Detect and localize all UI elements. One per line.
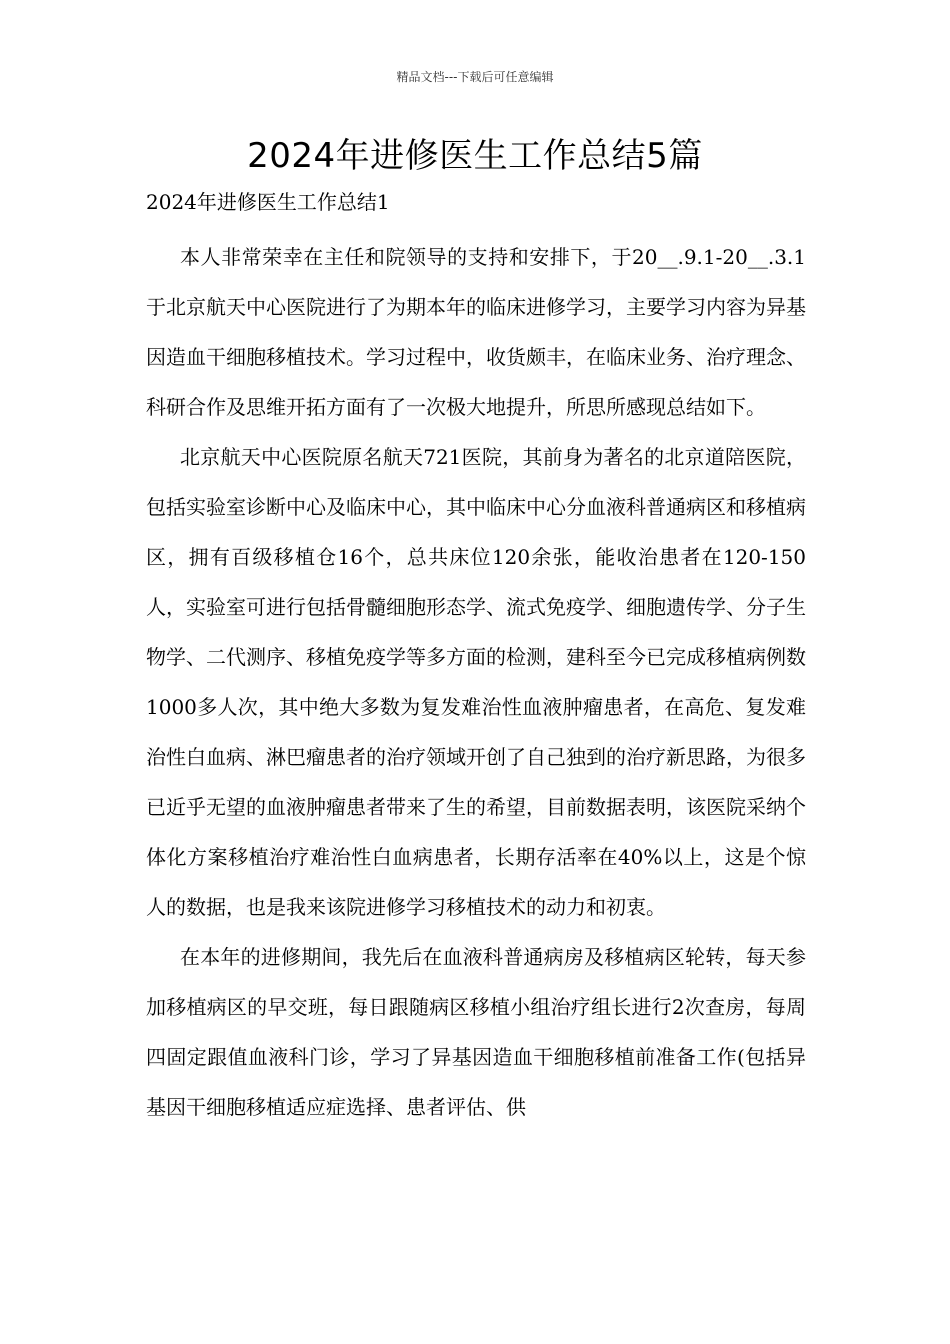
document-subtitle: 2024年进修医生工作总结1	[146, 190, 390, 214]
page-header: 精品文档---下载后可任意编辑	[396, 70, 554, 84]
paragraph-1: 本人非常荣幸在主任和院领导的支持和安排下，于20__.9.1-20__.3.1于北京航天中心医院进行了为期本年的临床进修学习，主要学习内容为异基因造血干细胞移植技术。学习过程中，收货颇丰，在临床业务、治疗理念、科研合作及思维开拓方面有了一次极大地提升，所思所感现总结如下。	[146, 245, 806, 419]
paragraph-2: 北京航天中心医院原名航天721医院，其前身为著名的北京道陪医院，包括实验室诊断中心及临床中心，其中临床中心分血液科普通病区和移植病区，拥有百级移植仓16个，总共床位120余张，能收治患者在120-150人，实验室可进行包括骨髓细胞形态学、流式免疫学、细胞遗传学、分子生物学、二代测序、移植免疫学等多方面的检测，建科至今已完成移植病例数1000多人次，其中绝大多数为复发难治性血液肿瘤患者，在高危、复发难治性白血病、淋巴瘤患者的治疗领域开创了自己独到的治疗新思路，为很多已近乎无望的血液肿瘤患者带来了生的希望，目前数据表明，该医院采纳个体化方案移植治疗难治性白血病患者，长期存活率在40%以上，这是个惊人的数据，也是我来该院进修学习移植技术的动力和初衷。	[146, 445, 806, 919]
paragraph-3: 在本年的进修期间，我先后在血液科普通病房及移植病区轮转，每天参加移植病区的早交班，每日跟随病区移植小组治疗组长进行2次查房，每周四固定跟值血液科门诊，学习了异基因造血干细胞移植前准备工作(包括异基因干细胞移植适应症选择、患者评估、供	[146, 945, 806, 1119]
document-body	[146, 232, 806, 1132]
document-title: 2024年进修医生工作总结5篇	[247, 136, 703, 176]
